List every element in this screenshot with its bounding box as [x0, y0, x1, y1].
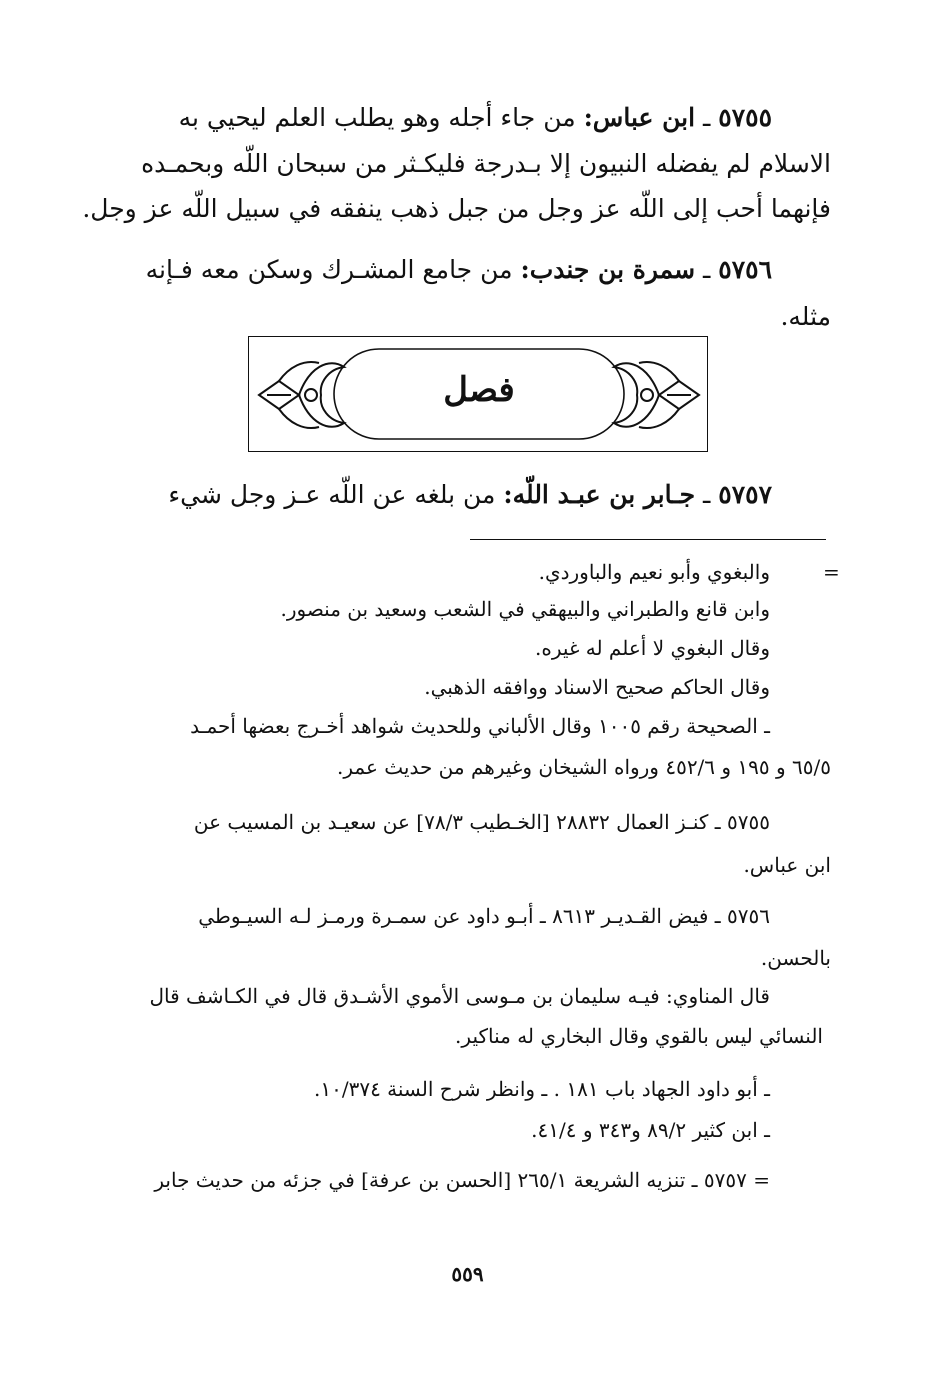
- hadith-5755-line-3: فإنهما أحب إلى اللّه عز وجل من جبل ذهب ينفقه في سبيل اللّه عز وجل.: [82, 194, 831, 223]
- footnote-line: بالحسن.: [760, 946, 831, 970]
- end-mark: =: [753, 1168, 770, 1192]
- hadith-5757-line-1: ٥٧٥٧ ـ جـابر بن عبـد اللّه: من بلغه عن اللّه عـز وجل شيء: [168, 480, 772, 509]
- narrator-name: جـابر بن عبـد اللّه:: [503, 480, 696, 509]
- section-heading-box: [248, 336, 708, 452]
- hadith-5755-line-1: ٥٧٥٥ ـ ابن عباس: من جاء أجله وهو يطلب العلم ليحيي به: [178, 103, 772, 132]
- footnote-line: ـ أبو داود الجهاد باب ١٨١ . ـ وانظر شرح السنة ١٠/٣٧٤.: [314, 1077, 770, 1101]
- footnote-line: وقال الحاكم صحيح الاسناد ووافقه الذهبي.: [424, 675, 770, 699]
- hadith-number: ٥٧٥٥: [718, 103, 772, 132]
- narrator-name: ابن عباس:: [583, 103, 696, 132]
- hadith-text: من بلغه عن اللّه عـز وجل شيء: [168, 480, 496, 509]
- footnote-line: [154, 1168, 770, 1192]
- section-heading: فصل: [443, 370, 515, 410]
- hadith-number: ٥٧٥٧: [718, 480, 772, 509]
- page-number: ٥٥٩: [451, 1262, 484, 1286]
- footnote-line: ـ الصحيحة رقم ١٠٠٥ وقال الألباني وللحديث شواهد أخـرج بعضها أحمـد: [190, 714, 770, 738]
- continuation-mark: =: [823, 560, 840, 584]
- footnote-line: ـ ابن كثير ٨٩/٢ و٣٤٣ و ٤١/٤.: [531, 1118, 770, 1142]
- hadith-5756-line-2: مثله.: [780, 302, 831, 331]
- footnote-line: النسائي ليس بالقوي وقال البخاري له مناكير.: [455, 1024, 823, 1048]
- hadith-5756-line-1: ٥٧٥٦ ـ سمرة بن جندب: من جامع المشـرك وسكن معه فـإنه: [145, 255, 772, 284]
- footnote-line: قال المناوي: فيـه سليمان بن مـوسى الأموي الأشـدق قال في الكـاشف قال: [149, 984, 770, 1008]
- hadith-5755-line-2: الاسلام لم يفضله النبيون إلا بـدرجة فليكـثر من سبحان اللّه وبحمـده: [141, 149, 831, 178]
- footnote-line: وابن قانع والطبراني والبيهقي في الشعب وسعيد بن منصور.: [280, 597, 770, 621]
- footnote-line: ٥٧٥٥ ـ كنـز العمال ٢٨٨٣٢ [الخـطيب ٧٨/٣] عن سعيـد بن المسيب عن: [193, 810, 770, 834]
- footnote-line: ٥٧٥٦ ـ فيض القـديـر ٨٦١٣ ـ أبـو داود عن سمـرة ورمـز لـه السيـوطي: [198, 904, 770, 928]
- footnote-line: والبغوي وأبو نعيم والباوردي.: [538, 560, 770, 584]
- footnote-line: ابن عباس.: [743, 853, 831, 877]
- footnote-line: ٦٥/٥ و ١٩٥ و ٤٥٢/٦ ورواه الشيخان وغيرهم من حديث عمر.: [337, 755, 831, 779]
- hadith-text: من جاء أجله وهو يطلب العلم ليحيي به: [178, 103, 576, 132]
- hadith-text: من جامع المشـرك وسكن معه فـإنه: [145, 255, 513, 284]
- footnote-text: ٥٧٥٧ ـ تنزيه الشريعة ٢٦٥/١ [الحسن بن عرفة] في جزئه من حديث جابر: [154, 1168, 747, 1192]
- hadith-number: ٥٧٥٦: [718, 255, 772, 284]
- narrator-name: سمرة بن جندب:: [520, 255, 696, 284]
- footnote-line: وقال البغوي لا أعلم له غيره.: [535, 636, 770, 660]
- footnote-separator: [470, 539, 826, 540]
